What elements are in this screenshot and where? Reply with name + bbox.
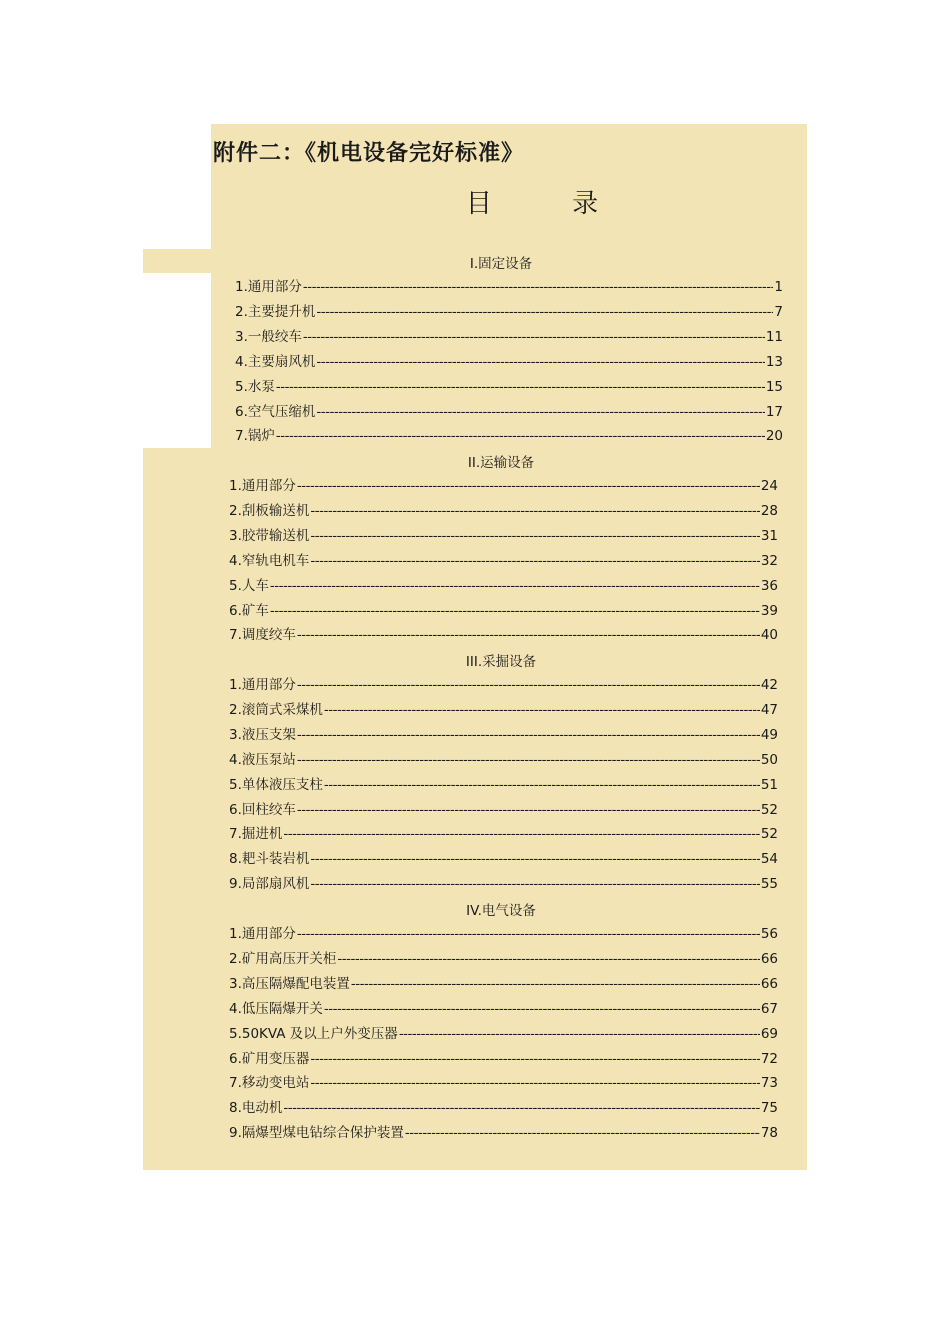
toc-entry[interactable] [229,750,778,770]
toc-entry-page-number: 72 [760,1050,778,1067]
toc-entry-page-number: 66 [760,950,778,967]
toc-entry[interactable] [235,402,783,422]
toc-entry-label: 4.窄轨电机车 [229,552,310,569]
toc-dot-leader [337,949,759,969]
toc-entry-page-number: 28 [760,502,778,519]
toc-entry-label: 2.刮板输送机 [229,502,310,519]
toc-entry[interactable] [229,974,778,994]
toc-entry[interactable] [229,526,778,546]
toc-entry-label: 6.空气压缩机 [235,403,316,420]
toc-entry-label: 5.单体液压支柱 [229,776,323,793]
toc-entry-label: 1.通用部分 [229,478,296,494]
toc-entry[interactable] [235,327,783,347]
toc-section-heading: IV.电气设备 [466,903,536,919]
toc-entry-label: 1.通用部分 [229,677,296,693]
toc-entry-label: 5.水泵 [235,378,275,395]
toc-entry-page-number: 13 [765,353,783,370]
toc-entry[interactable] [229,576,778,596]
toc-dot-leader [399,1024,760,1044]
toc-entry-page-number: 47 [760,701,778,718]
toc-dot-leader [310,1073,759,1093]
toc-entry-page-number: 40 [760,627,778,644]
toc-dot-leader [316,302,773,322]
toc-entry[interactable] [229,625,778,645]
toc-dot-leader [283,1098,759,1118]
toc-entry-label: 8.电动机 [229,1100,283,1117]
toc-entry-label: 4.主要扇风机 [235,353,316,370]
toc-title: 目 录 [465,189,635,219]
toc-dot-leader [310,501,759,521]
document-title: 附件二：《机电设备完好标准》 [213,141,525,166]
toc-dot-leader [310,1049,759,1069]
toc-entry[interactable] [229,775,778,795]
toc-entry[interactable] [229,725,778,745]
toc-entry-page-number: 20 [765,428,783,445]
toc-entry-label: 5.50KVA 及以上户外变压器 [229,1025,398,1042]
toc-dot-leader [310,849,759,869]
toc-entry[interactable] [229,1049,778,1069]
toc-dot-leader [297,800,760,820]
toc-dot-leader [270,601,760,621]
toc-entry-page-number: 15 [765,378,783,395]
toc-entry-page-number: 51 [760,776,778,793]
toc-entry[interactable] [235,352,783,372]
toc-section-heading: II.运输设备 [467,455,535,471]
toc-entry-label: 2.滚筒式采煤机 [229,701,323,718]
toc-entry-page-number: 54 [760,851,778,868]
toc-entry[interactable] [229,675,778,695]
toc-entry-label: 9.局部扇风机 [229,876,310,893]
toc-entry-page-number: 69 [760,1025,778,1042]
toc-entry-label: 6.回柱绞车 [229,801,296,818]
toc-entry[interactable] [235,277,783,297]
toc-entry-label: 3.液压支架 [229,726,296,743]
toc-dot-leader [310,874,759,894]
toc-entry[interactable] [229,824,778,844]
toc-entry[interactable] [229,874,778,894]
toc-entry-page-number: 52 [760,826,778,843]
toc-dot-leader [283,824,759,844]
toc-entry-page-number: 36 [760,577,778,594]
toc-entry-page-number: 31 [760,527,778,544]
toc-entry-label: 3.一般绞车 [235,328,302,345]
toc-entry[interactable] [229,949,778,969]
toc-entry-label: 7.移动变电站 [229,1075,310,1092]
toc-entry[interactable] [229,849,778,869]
toc-entry[interactable] [229,1098,778,1118]
toc-entry[interactable] [229,800,778,820]
toc-entry[interactable] [229,551,778,571]
toc-section-heading: I.固定设备 [469,256,533,272]
toc-entry-page-number: 32 [760,552,778,569]
toc-entry-page-number: 66 [760,975,778,992]
toc-dot-leader [310,551,759,571]
toc-dot-leader [303,327,765,347]
toc-dot-leader [297,924,760,944]
toc-entry-label: 3.胶带输送机 [229,527,310,544]
toc-entry[interactable] [229,501,778,521]
toc-dot-leader [297,675,760,695]
toc-dot-leader [351,974,760,994]
toc-entry-page-number: 55 [760,876,778,893]
toc-entry-label: 3.高压隔爆配电装置 [229,975,350,992]
toc-dot-leader [297,476,760,496]
toc-entry[interactable] [229,924,778,944]
toc-entry-page-number: 24 [760,478,778,494]
toc-entry[interactable] [229,601,778,621]
toc-entry-page-number: 39 [760,602,778,619]
toc-entry[interactable] [235,302,783,322]
toc-entry-label: 1.通用部分 [235,279,302,295]
toc-entry-label: 5.人车 [229,577,269,594]
toc-entry-page-number: 73 [760,1075,778,1092]
toc-entry-page-number: 1 [774,279,783,295]
toc-entry-label: 2.矿用高压开关柜 [229,950,337,967]
toc-entry-label: 2.主要提升机 [235,303,316,320]
toc-entry[interactable] [235,377,783,397]
toc-dot-leader [276,426,765,446]
toc-dot-leader [303,277,774,297]
toc-dot-leader [405,1123,760,1143]
toc-entry-label: 8.耙斗装岩机 [229,851,310,868]
toc-dot-leader [316,352,764,372]
toc-entry-label: 7.调度绞车 [229,627,296,644]
toc-entry-page-number: 52 [760,801,778,818]
toc-dot-leader [276,377,765,397]
toc-entry[interactable] [229,476,778,496]
toc-dot-leader [316,402,764,422]
toc-entry[interactable] [229,1024,778,1044]
toc-entry[interactable] [229,999,778,1019]
toc-dot-leader [297,625,760,645]
toc-entry-page-number: 11 [765,328,783,345]
toc-section-heading: III.采掘设备 [465,654,537,670]
toc-entry-page-number: 49 [760,726,778,743]
toc-entry-page-number: 50 [760,751,778,768]
toc-entry-page-number: 78 [760,1125,778,1142]
toc-entry-label: 6.矿车 [229,602,269,619]
toc-entry-page-number: 17 [765,403,783,420]
toc-entry-page-number: 67 [760,1000,778,1017]
toc-entry-label: 6.矿用变压器 [229,1050,310,1067]
toc-dot-leader [310,526,759,546]
toc-dot-leader [324,775,760,795]
toc-entry-page-number: 75 [760,1100,778,1117]
toc-entry-page-number: 56 [760,926,778,942]
toc-entry-label: 1.通用部分 [229,926,296,942]
toc-dot-leader [324,700,760,720]
toc-dot-leader [297,750,760,770]
toc-entry-page-number: 7 [774,303,783,320]
toc-entry-page-number: 42 [760,677,778,693]
toc-entry-label: 4.低压隔爆开关 [229,1000,323,1017]
toc-entry[interactable] [229,1073,778,1093]
toc-entry[interactable] [235,426,783,446]
toc-entry-label: 9.隔爆型煤电钻综合保护装置 [229,1125,404,1142]
toc-entry[interactable] [229,700,778,720]
toc-entry[interactable] [229,1123,778,1143]
toc-entry-label: 4.液压泵站 [229,751,296,768]
toc-entry-label: 7.锅炉 [235,428,275,445]
toc-dot-leader [297,725,760,745]
toc-entry-label: 7.掘进机 [229,826,283,843]
toc-dot-leader [324,999,760,1019]
toc-dot-leader [270,576,760,596]
